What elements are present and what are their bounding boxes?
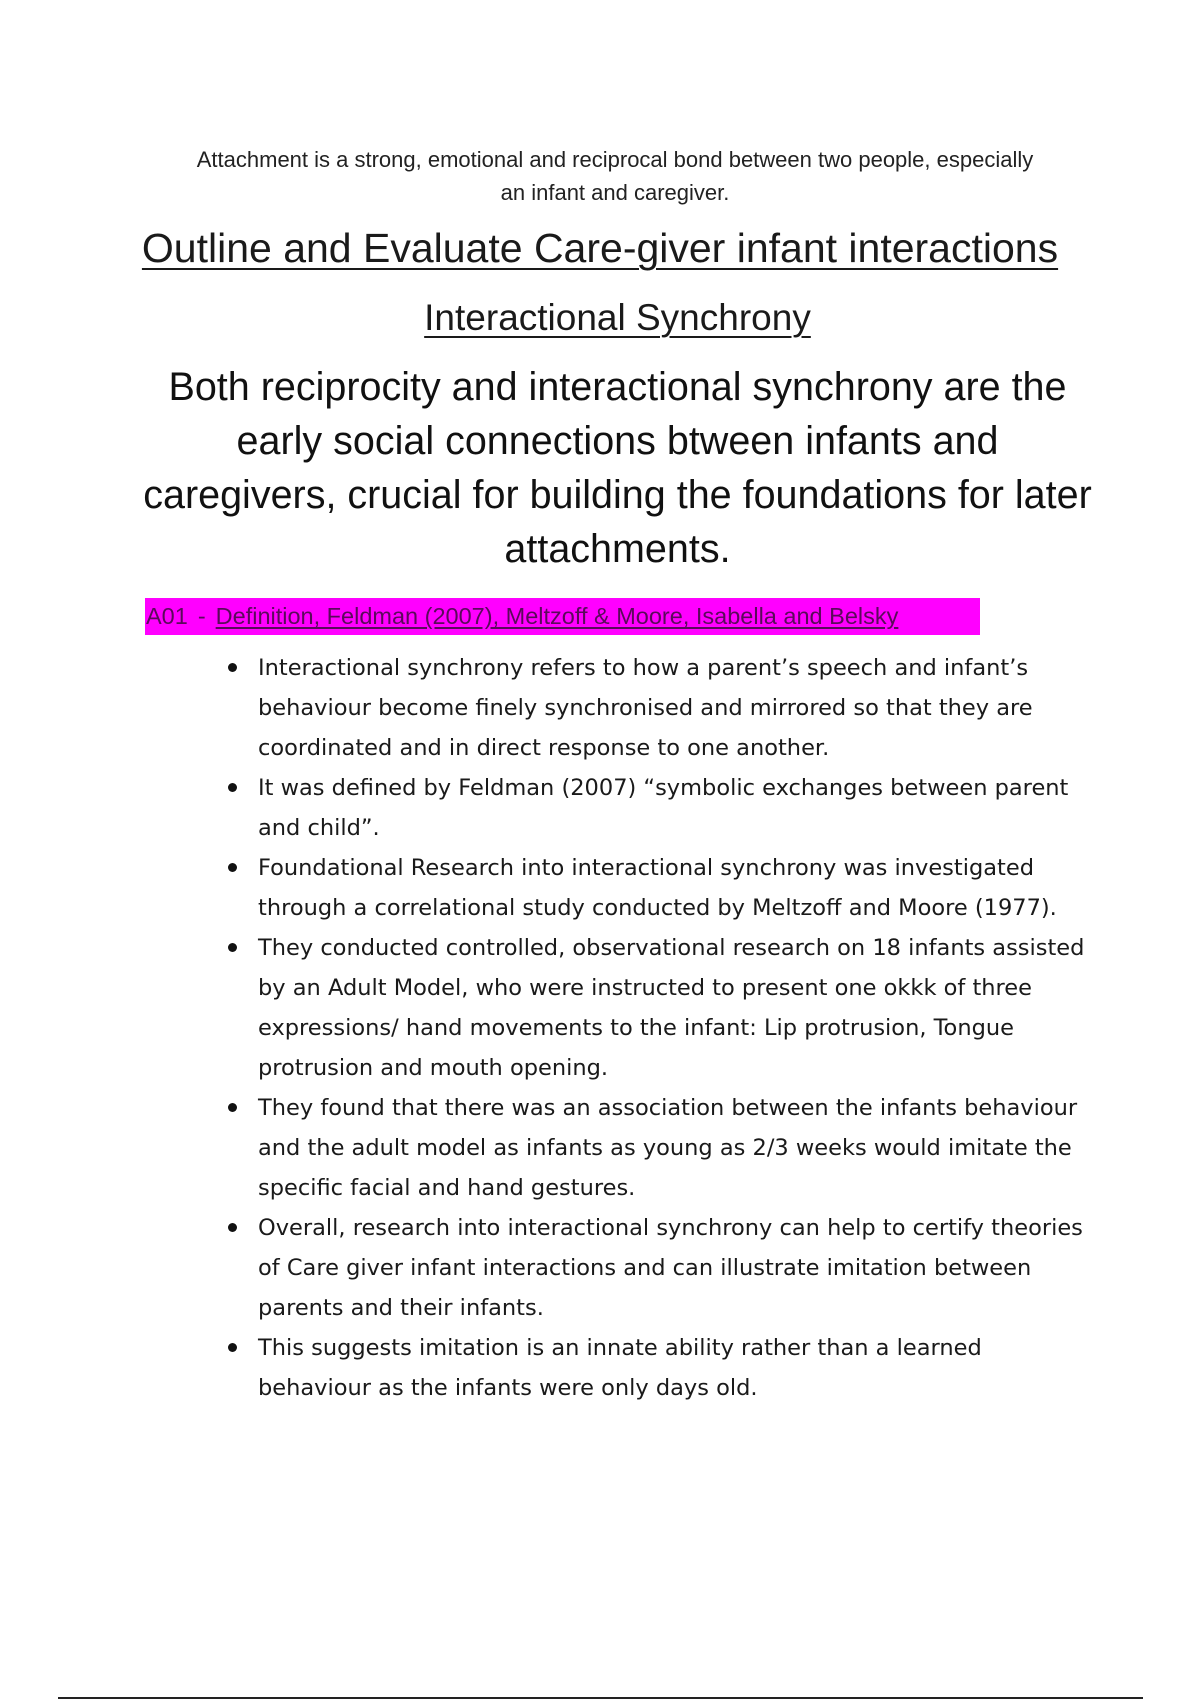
list-item — [258, 648, 1098, 768]
list-item-text: They found that there was an association between the infants behaviour and the adult model as infants as young as 2/3 weeks would imitate the specific facial and hand gestures. — [258, 1095, 1078, 1201]
list-item — [258, 768, 1098, 848]
bullet-list — [258, 648, 1098, 1408]
bullet-dot-icon — [228, 663, 237, 672]
bullet-dot-icon — [228, 783, 237, 792]
page-bottom-divider — [58, 1697, 1143, 1699]
list-item-text: It was defined by Feldman (2007) “symbolic exchanges between parent and child”. — [258, 775, 1069, 841]
bullet-dot-icon — [228, 943, 237, 952]
bullet-dot-icon — [228, 1103, 237, 1112]
bullet-dot-icon — [228, 863, 237, 872]
list-item-text: Interactional synchrony refers to how a parent’s speech and infant’s behaviour become finely synchronised and mirrored so that they are coordinated and in direct response to one another. — [258, 655, 1033, 761]
intro-line-2: an infant and caregiver. — [500, 180, 730, 205]
ao1-highlighted-heading — [145, 598, 980, 635]
lead-paragraph: Both reciprocity and interactional synchrony are the early social connections btween infants and caregivers, crucial for building the foundations for later attachments. — [143, 365, 1092, 571]
intro-line-1: Attachment is a strong, emotional and reciprocal bond between two people, especially — [196, 147, 1034, 172]
page-title: Outline and Evaluate Care-giver infant interactions — [141, 225, 1059, 271]
list-item — [258, 848, 1098, 928]
intro-definition — [150, 143, 1080, 209]
bullet-dot-icon — [228, 1223, 237, 1232]
list-item — [258, 1208, 1098, 1328]
list-item-text: This suggests imitation is an innate ability rather than a learned behaviour as the infants were only days old. — [258, 1335, 982, 1401]
list-item — [258, 1088, 1098, 1208]
list-item — [258, 1328, 1098, 1408]
ao-topics: Definition, Feldman (2007), Meltzoff & Moore, Isabella and Belsky — [215, 603, 899, 629]
bullet-dot-icon — [228, 1343, 237, 1352]
ao-code: A01 — [146, 603, 188, 629]
ao-separator: - — [197, 603, 206, 629]
list-item-text: They conducted controlled, observational research on 18 infants assisted by an Adult Model, who were instructed to present one okkk of three expressions/ hand movements to the infant: Lip protrusion, Tongue protrusion and mouth opening. — [258, 935, 1085, 1081]
list-item-text: Foundational Research into interactional synchrony was investigated through a correlational study conducted by Meltzoff and Moore (1977). — [258, 855, 1057, 921]
list-item-text: Overall, research into interactional synchrony can help to certify theories of Care giver infant interactions and can illustrate imitation between parents and their infants. — [258, 1215, 1083, 1321]
list-item — [258, 928, 1098, 1088]
section-subtitle: Interactional Synchrony — [424, 297, 811, 338]
